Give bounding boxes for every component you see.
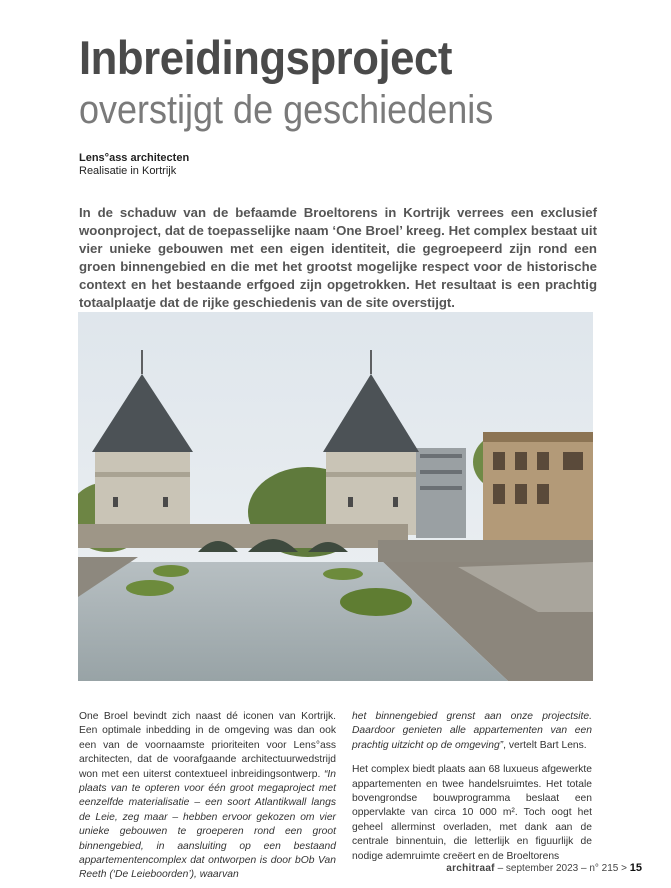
article-subtitle: overstijgt de geschiedenis (79, 88, 494, 132)
magazine-name: architraaf (446, 863, 495, 874)
realisation-location: Realisatie in Kortrijk (79, 165, 177, 177)
body-paragraph: Het complex biedt plaats aan 68 luxueus afgewerkte appartementen en twee handelsruimtes. Het totale bovengrondse bouwprogramma beslaat een oppervlakte van circa 10 000 m². Toch oogt het geheel allerminst overladen, met dank aan de centrale binnentuin, die letterlijk en figuurlijk de nodige ademruimte creëert en de Broeltorens (352, 764, 592, 862)
broeltorens-photo (78, 312, 593, 681)
page-number: 15 (629, 862, 642, 874)
body-paragraph (352, 710, 592, 753)
quote-text: “In plaats van te opteren voor één groot megaproject met eenzelfde materialisatie – een soort Atlantikwall langs de Leie, zeg maar – hebben ervoor gekozen om vier unieke gebouwen te groeperen rond een groot binnengebied, in aansluiting op een bestaand appartementencomplex dat ontworpen is door bOb Van Reeth (‘De Leieboorden’), waarvan (79, 768, 336, 881)
article-photo (78, 312, 593, 681)
body-text: One Broel bevindt zich naast dé iconen van Kortrijk. Een optimale inbedding in de omgeving was dan ook een van de voornaamste prioriteiten voor Lens°ass architecten, dat de voorafgaande architectuurwedstrijd won met een uiterst contextueel inbreidingsontwerp. (79, 711, 336, 780)
article-title: Inbreidingsproject (79, 31, 452, 84)
quote-attribution: , vertelt Bart Lens. (503, 739, 587, 751)
body-column-left (79, 710, 336, 883)
lead-paragraph: In de schaduw van de befaamde Broeltorens in Kortrijk verrees een exclusief woonproject, dat de toepasselijke naam ‘One Broel’ kreeg. Het complex bestaat uit vier unieke gebouwen met een eigen identiteit, die gegroepeerd zijn rond een groen binnengebied en die met het grootst mogelijke respect voor de historische context en het bestaande erfgoed zijn opgetrokken. Het resultaat is een prachtig totaalplaatje dat de rijke geschiedenis van de site overstijgt. (79, 205, 597, 310)
body-paragraph (79, 710, 336, 883)
body-column-right (352, 710, 592, 864)
article-credits (79, 152, 189, 178)
quote-text: het binnengebied grenst aan onze projectsite. Daardoor genieten alle appartementen van een prachtig uitzicht op de omgeving” (352, 711, 592, 751)
architect-name: Lens°ass architecten (79, 152, 190, 164)
page-footer (446, 862, 642, 874)
issue-info: – september 2023 – n° 215 > (494, 863, 630, 874)
